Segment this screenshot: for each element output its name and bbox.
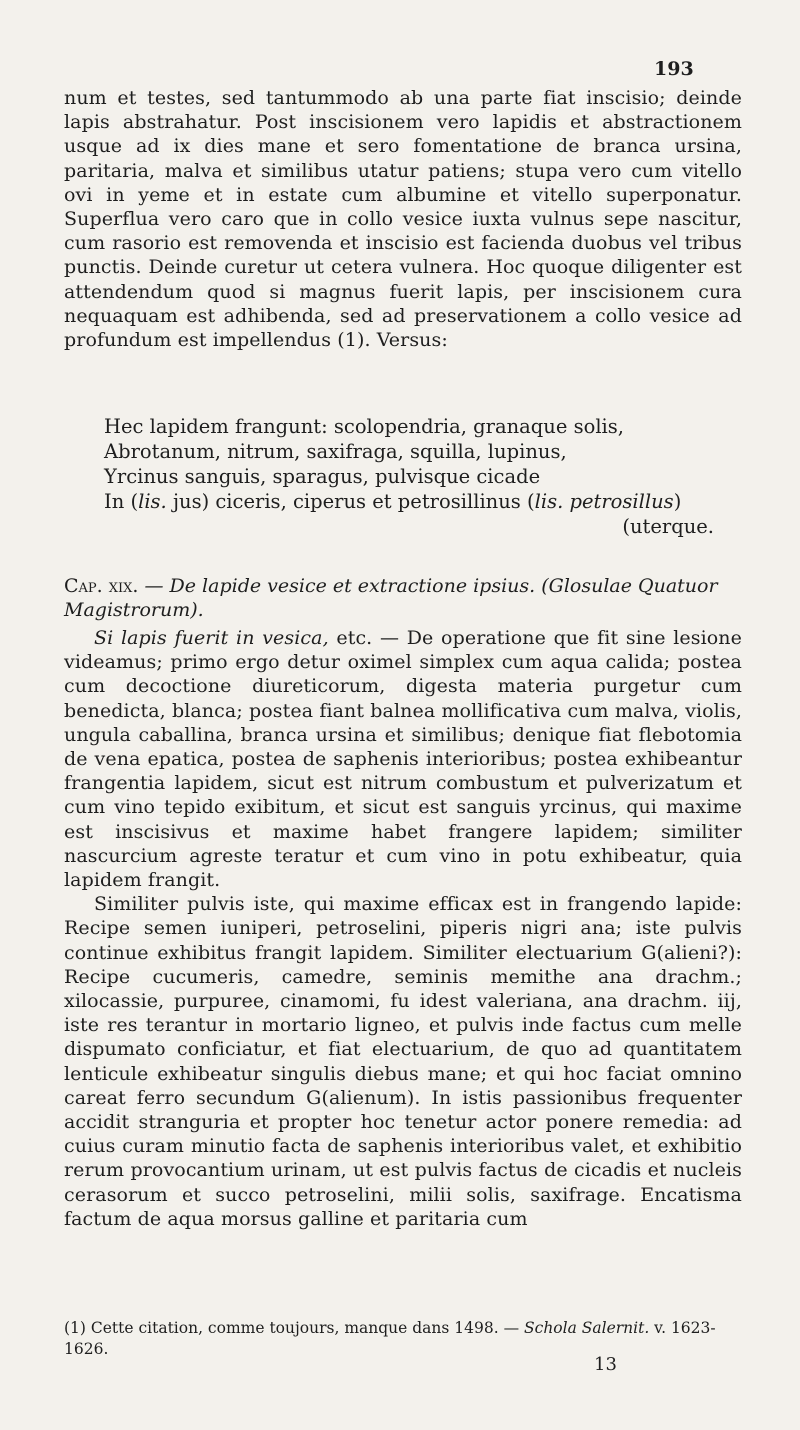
chapter-body	[64, 626, 742, 1231]
verse-line-3: Yrcinus sanguis, sparagus, pulvisque cicade	[104, 465, 541, 488]
paragraph-2	[64, 626, 742, 892]
paragraph-3: Similiter pulvis iste, qui maxime efficax est in frangendo lapide: Recipe semen iuniperi, petroselini, piperis nigri ana; iste pulvis continue exhibitus frangit lapidem. Similiter electuarium G(alieni?): Recipe cucumeris, camedre, seminis memithe ana drachm.; xilocassie, purpuree, cinamomi, fu idest valeriana, ana drachm. iij, iste res terantur in mortario ligneo, et pulvis inde factus cum melle dispumato conficiatur, et fiat electuarium, de quo ad quantitatem lenticule exhibeatur singulis diebus mane; et qui hoc faciat omnino careat ferro secundum G(alienum). In istis passionibus frequenter accidit stranguria et propter hoc tenetur actor ponere remedia: ad cuius curam minutio facta de saphenis interioribus valet, et exhibitio rerum provocantium urinam, ut est pulvis factus de cicadis et nucleis cerasorum et succo petroselini, milii solis, saxifrage. Encatisma factum de aqua morsus galline et paritaria cum	[64, 893, 742, 1230]
footnote-source: Schola Salernit.	[524, 1319, 650, 1337]
chapter-title: De lapide vesice et extractione ipsius.	[169, 575, 536, 597]
chapter-gloss: (Glosulae Quatuor Magistrorum).	[64, 575, 718, 621]
verse-4-variant-2: lis. petrosillus	[534, 490, 674, 513]
paragraph-1-text: num et testes, sed tantummodo ab una parte fiat inscisio; deinde lapis abstrahatur. Post inscisionem vero lapidis et abstractionem usque ad ix dies mane et sero fomentatione de branca ursina, paritaria, malva et similibus utatur patiens; stupa vero cum vitello ovi in yeme et in estate cum albumine et vitello superponatur. Superflua vero caro que in collo vesice iuxta vulnus sepe nascitur, cum rasorio est removenda et inscisio est facienda duobus vel tribus punctis. Deinde curetur ut cetera vulnera. Hoc quoque diligenter est attendendum quod si magnus fuerit lapis, per inscisionem cura nequaquam est adhibenda, sed ad preservationem a collo vesice ad profundum est impellendus (1). Versus:	[64, 87, 742, 352]
footnote	[64, 1318, 744, 1360]
verse-4-variant-1: lis.	[138, 490, 167, 513]
chapter-dash: —	[138, 575, 170, 597]
verse-line-4	[104, 489, 724, 514]
footnote-text: (1) Cette citation, comme toujours, manque dans 1498. —	[64, 1319, 525, 1337]
lemma-rest: etc. — De operatione que fit sine lesione videamus; primo ergo detur oximel simplex cum aqua calida; postea cum decoctione diureticorum, digesta materia purgetur cum benedicta, blanca; postea fiant balnea mollificativa cum malva, violis, ungula caballina, branca ursina et similibus; denique fiat flebotomia de vena epatica, postea de saphenis interioribus; postea exhibeantur frangentia lapidem, sicut est nitrum combustum et pulverizatum et cum vino tepido exibitum, et sicut est sanguis yrcinus, qui maxime est inscisivus et maxime habet frangere lapidem; similiter nascurcium agreste teratur et cum vino in potu exhibeatur, quia lapidem frangit.	[64, 627, 742, 892]
footnote-rest: v. 1623-1626.	[64, 1319, 716, 1358]
lemma-italic: Si lapis fuerit in vesica,	[94, 627, 329, 649]
paragraph-1	[64, 86, 742, 352]
signature-mark: 13	[594, 1354, 617, 1375]
chapter-label: Cap. xix.	[64, 575, 139, 597]
verse-line-4-continuation: (uterque.	[622, 515, 714, 538]
page-number: 193	[654, 58, 694, 80]
chapter-heading	[64, 574, 744, 622]
verse-4-after: )	[673, 490, 682, 513]
verse-block	[104, 414, 724, 539]
verse-4-before: In (	[104, 490, 139, 513]
verse-line-2: Abrotanum, nitrum, saxifraga, squilla, lupinus,	[104, 440, 567, 463]
verse-line-1: Hec lapidem frangunt: scolopendria, granaque solis,	[104, 415, 624, 438]
verse-4-mid: jus) ciceris, ciperus et petrosillinus (	[166, 490, 535, 513]
